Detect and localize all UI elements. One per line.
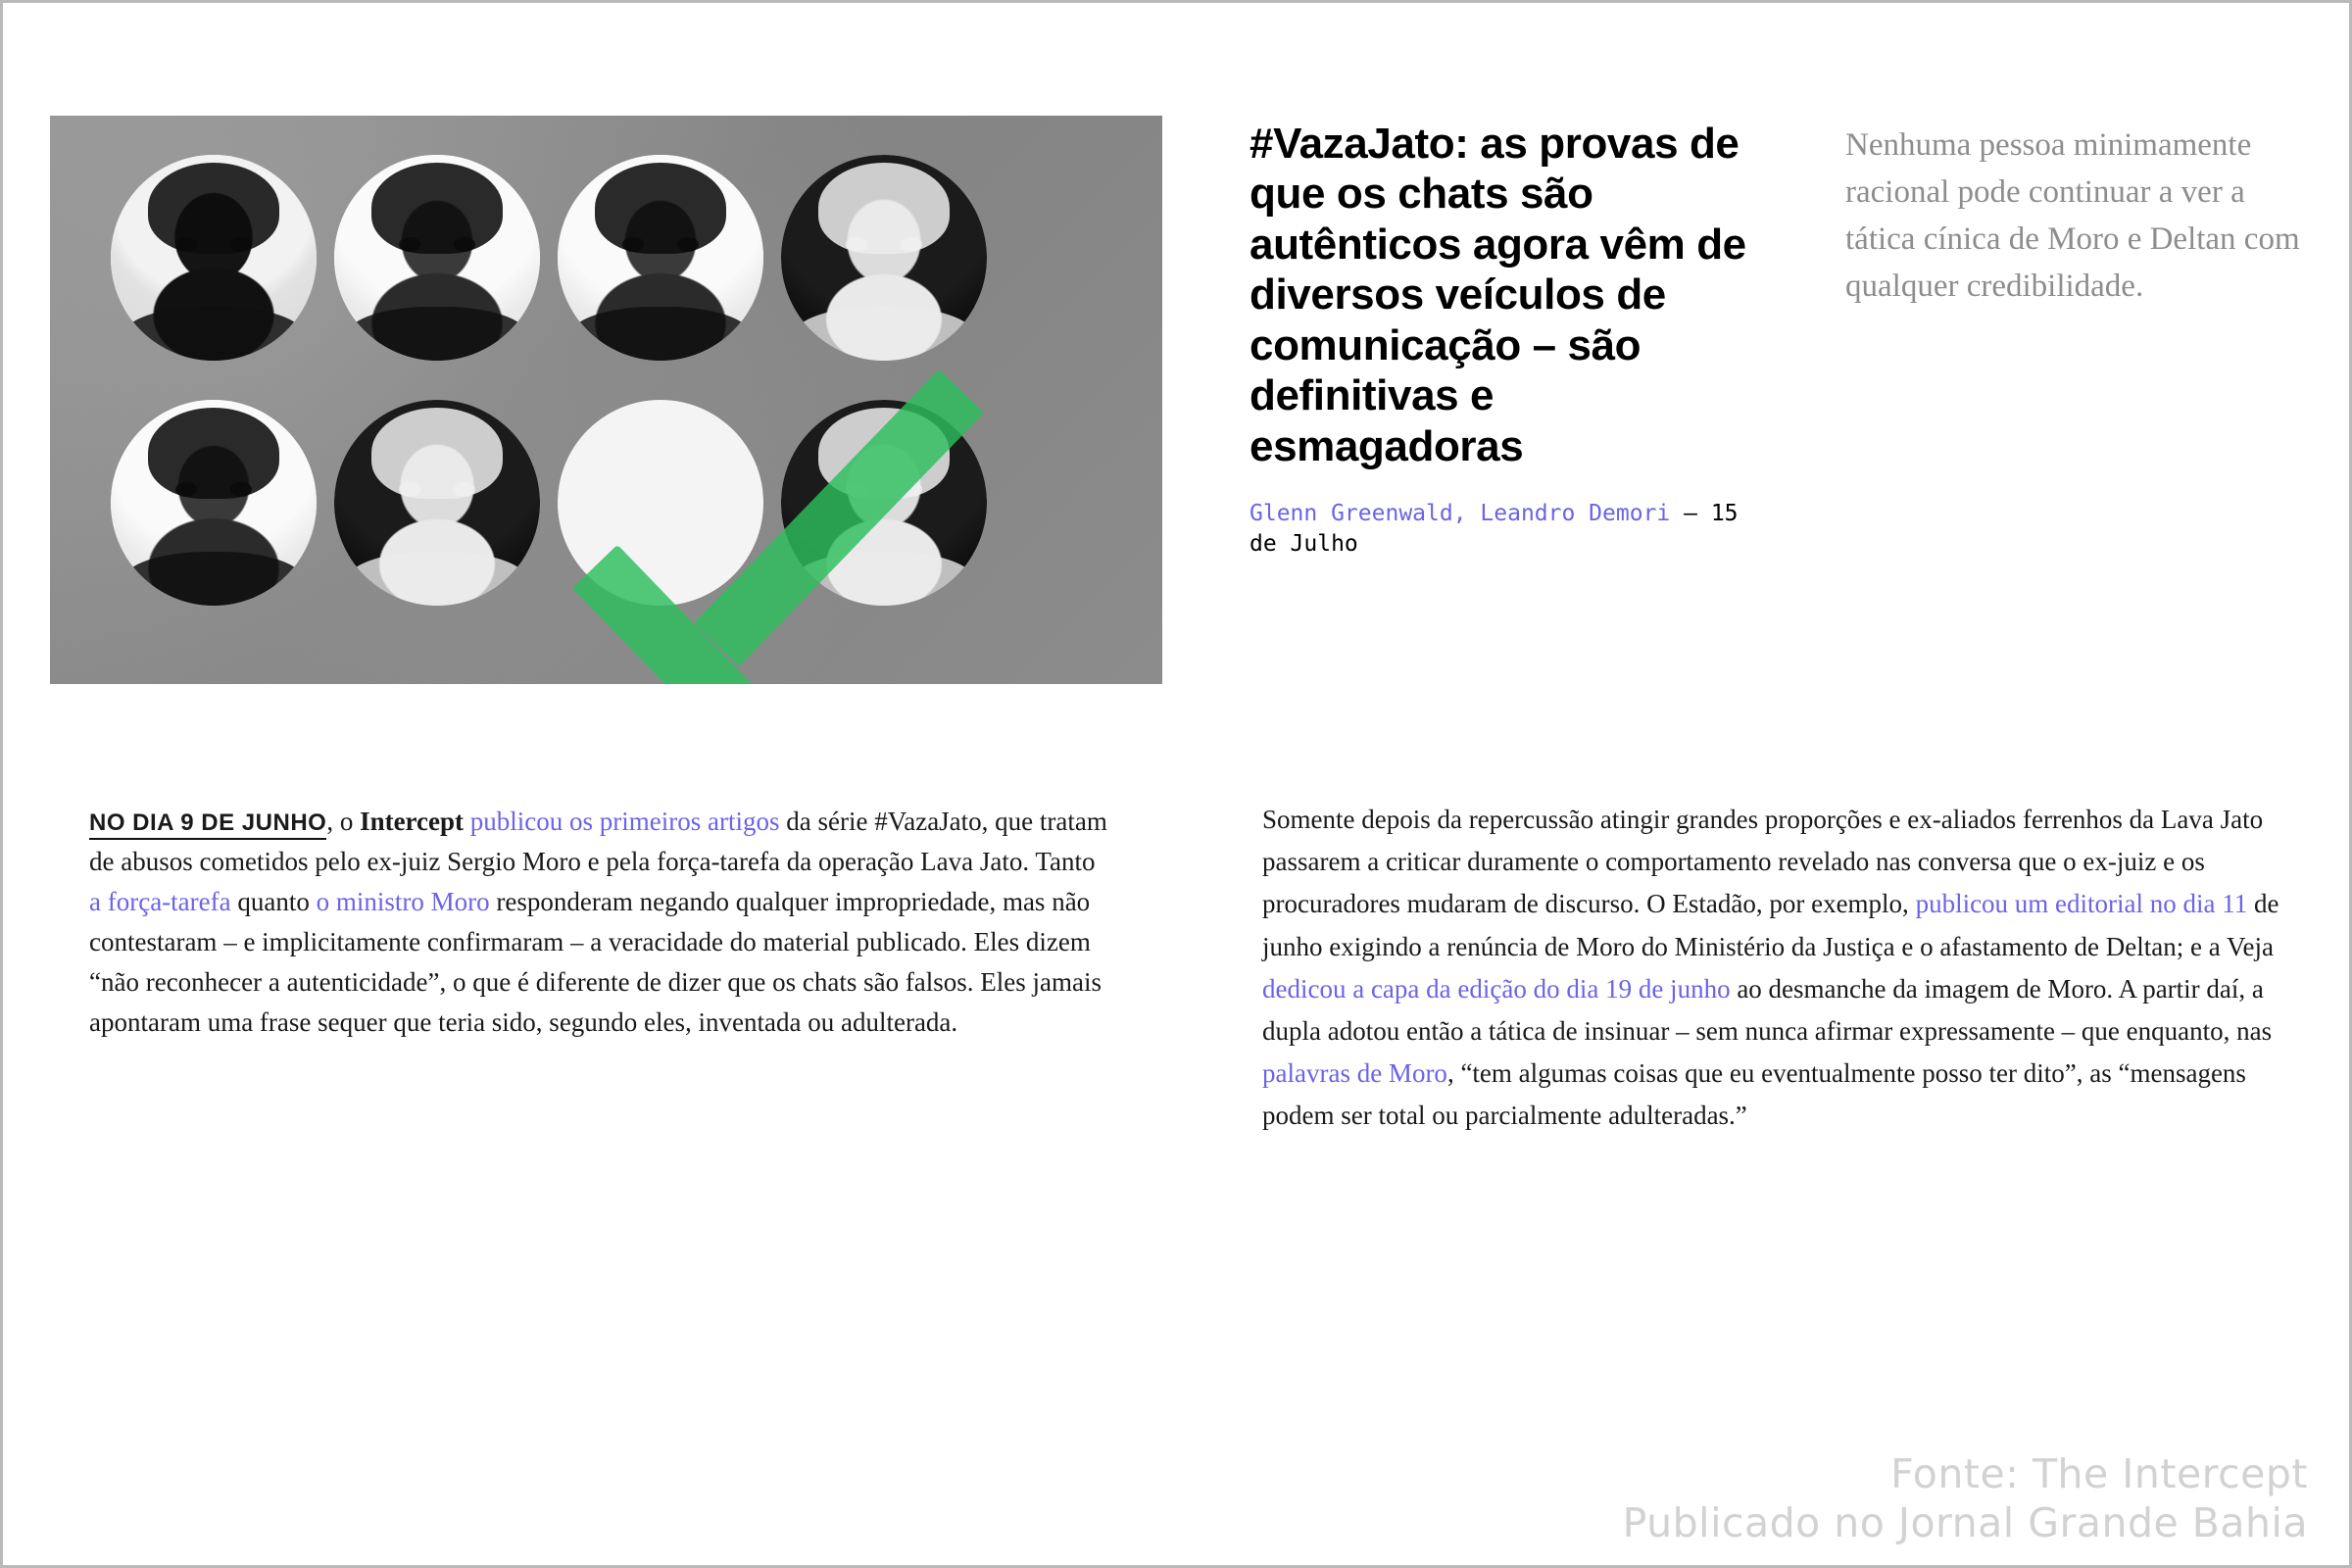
hero-image <box>50 116 1162 684</box>
headline-column <box>1250 119 1759 560</box>
body-right-seg3: ao desmanche da imagem de Moro. A partir daí, a dupla adotou então a tática de insinuar – sem nunca afirmar expressamente – que enquanto, nas <box>1262 973 2273 1046</box>
pull-quote: Nenhuma pessoa minimamente racional pode continuar a ver a tática cínica de Moro e Deltan com qualquer credibilidade. <box>1845 127 2300 304</box>
body-right-paragraph <box>1262 799 2311 1138</box>
portrait-8 <box>781 400 987 606</box>
publisher-name: Intercept <box>360 807 465 836</box>
byline-authors-link[interactable]: Glenn Greenwald, Leandro Demori <box>1250 501 1671 527</box>
source-credit <box>1623 1449 2308 1547</box>
byline-date: 15 de Julho <box>1250 501 1739 558</box>
byline-separator: — <box>1670 501 1711 527</box>
credit-line-1: Fonte: The Intercept <box>1890 1449 2308 1497</box>
body-left-seg5: responderam negando qualquer impropriedade, mas não contestaram – e implicitamente confirmaram – a veracidade do material publicado. Eles dizem “não reconhecer a autenticidade”, o que é diferente de dizer que os chats são falsos. Eles jamais apontaram uma frase sequer que teria sido, segundo eles, inventada ou adulterada. <box>89 887 1102 1038</box>
portrait-4 <box>781 155 987 361</box>
portrait-7 <box>558 400 763 606</box>
portrait-2 <box>334 155 540 361</box>
body-left-link-1[interactable]: publicou os primeiros artigos <box>469 807 780 836</box>
body-right-seg1: Somente depois da repercussão atingir grandes proporções e ex-aliados ferrenhos da Lava Jato passarem a criticar duramente o comportamento revelado nas conversa que o ex-juiz e os procuradores mudaram de discurso. O Estadão, por exemplo, <box>1262 805 2264 919</box>
portrait-1 <box>111 155 317 361</box>
body-column-left <box>89 802 1113 1043</box>
body-left-seg1: , o <box>326 807 361 836</box>
body-left-paragraph <box>89 802 1113 1043</box>
portrait-3 <box>558 155 763 361</box>
portrait-5 <box>111 400 317 606</box>
body-right-seg2: de junho exigindo a renúncia de Moro do Ministério da Justiça e o afastamento de Deltan; e a Veja <box>1262 889 2279 961</box>
page-title: #VazaJato: as provas de que os chats são autênticos agora vêm de diversos veículos de comunicação – são definitivas e esmagadoras <box>1250 120 1746 470</box>
body-right-link-1[interactable]: publicou um editorial no dia 11 <box>1915 889 2248 919</box>
body-right-seg4: , “tem algumas coisas que eu eventualmente posso ter dito”, as “mensagens podem ser total ou parcialmente adulteradas.” <box>1262 1058 2246 1131</box>
body-left-link-3[interactable]: o ministro Moro <box>316 887 490 917</box>
body-left-seg4: quanto <box>230 887 317 917</box>
body-right-link-3[interactable]: palavras de Moro <box>1262 1058 1447 1089</box>
credit-line-2: Publicado no Jornal Grande Bahia <box>1622 1498 2308 1546</box>
body-column-right <box>1262 799 2311 1138</box>
byline <box>1250 499 1759 560</box>
lede-text: NO DIA 9 DE JUNHO <box>89 809 326 840</box>
body-left-link-2[interactable]: a força-tarefa <box>89 887 231 917</box>
body-left-seg3: da série #VazaJato, que tratam de abusos cometidos pelo ex-juiz Sergio Moro e pela força-tarefa da operação Lava Jato. Tanto <box>89 807 1107 877</box>
body-left-seg2 <box>464 807 470 836</box>
body-right-link-2[interactable]: dedicou a capa da edição do dia 19 de junho <box>1262 973 1731 1004</box>
portrait-6 <box>334 400 540 606</box>
